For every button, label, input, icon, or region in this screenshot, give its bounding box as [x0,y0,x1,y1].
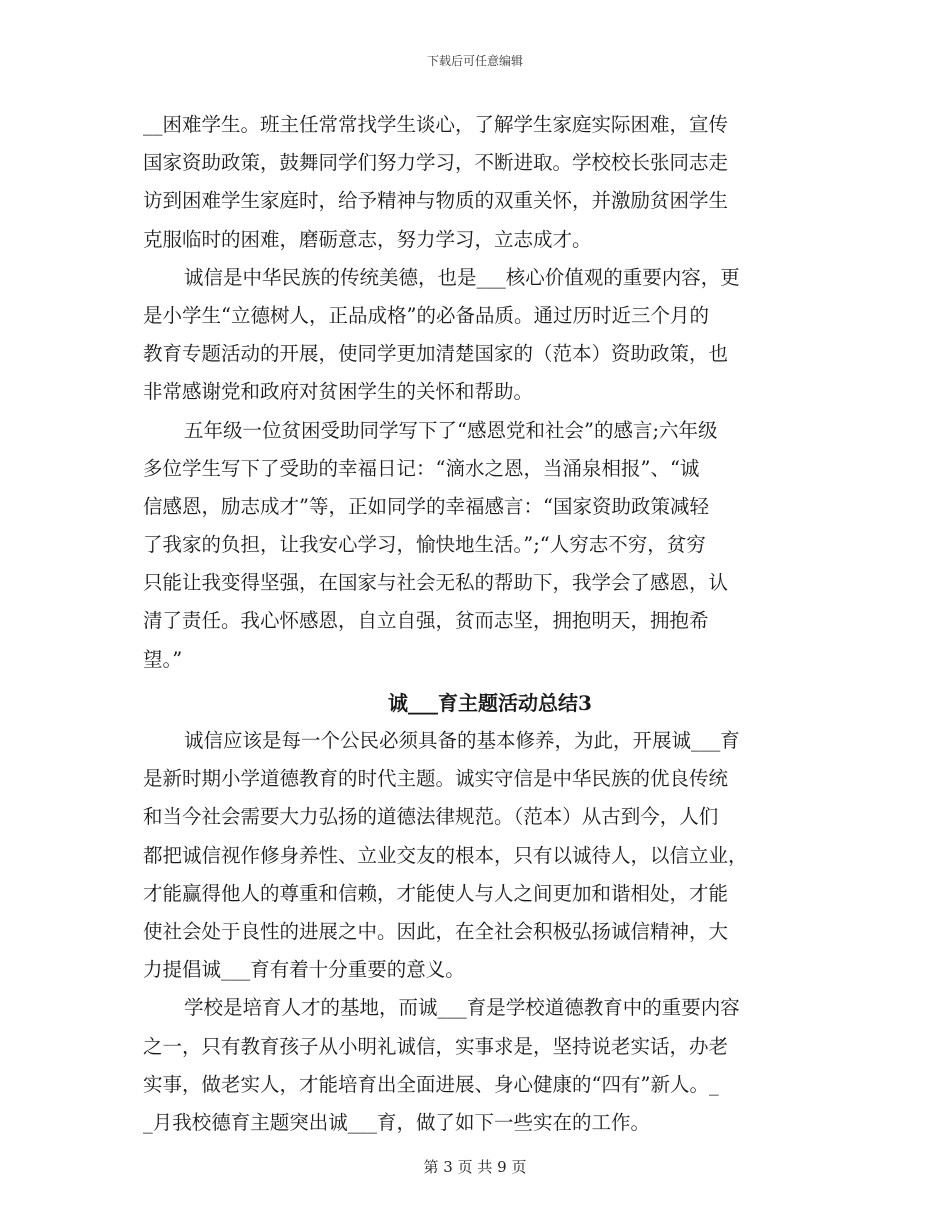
paragraph-3 [143,412,807,679]
text-line: 多位学生写下了受助的幸福日记：“滴水之恩，当涌泉相报”、“诚 [143,456,700,480]
paragraph-1 [143,106,807,259]
text-line: 是小学生“立德树人，正品成格”的必备品质。通过历时近三个月的 [143,303,709,327]
text-line: 国家资助政策，鼓舞同学们努力学习，不断进取。学校校长张同志走 [143,151,729,175]
paragraph-5 [143,989,807,1142]
section-title: 诚___育主题活动总结3 [388,690,592,715]
text-line: 实事，做老实人，才能培育出全面进展、身心健康的“四有”新人。_ [143,1072,719,1096]
text-line: 清了责任。我心怀感恩，自立自强，贫而志坚，拥抱明天，拥抱希 [143,609,709,633]
paragraph-4 [143,722,807,989]
text-line: 力提倡诚___育有着十分重要的意义。 [143,958,465,982]
text-line: 教育专题活动的开展，使同学更加清楚国家的（范本）资助政策，也 [143,342,729,366]
page-footer: 第 3 页 共 9 页 [423,1158,527,1176]
text-line: 了我家的负担，让我安心学习，愉快地生活。”;“人穷志不穷，贫穷 [143,533,706,557]
text-line: 和当今社会需要大力弘扬的道德法律规范。（范本）从古到今，人们 [143,805,719,829]
text-line: 非常感谢党和政府对贫困学生的关怀和帮助。 [143,380,534,404]
text-line: 诚信应该是每一个公民必须具备的基本修养，为此，开展诚___育 [184,729,740,752]
text-line: 才能赢得他人的尊重和信赖，才能使人与人之间更加和谐相处，才能 [143,881,729,905]
text-line: 是新时期小学道德教育的时代主题。诚实守信是中华民族的优良传统 [143,767,729,791]
text-line: 信感恩，励志成才”等，正如同学的幸福感言：“国家资助政策减轻 [143,494,709,518]
text-line: 只能让我变得坚强，在国家与社会无私的帮助下，我学会了感恩，认 [143,571,729,595]
text-line: 都把诚信视作修身养性、立业交友的根本，只有以诚待人，以信立业， [143,843,748,867]
text-line: 克服临时的困难，磨砺意志，努力学习，立志成才。 [143,227,592,251]
text-line: 使社会处于良性的进展之中。因此，在全社会积极弘扬诚信精神，大 [143,919,729,943]
text-line: 之一，只有教育孩子从小明礼诚信，实事求是，坚持说老实话，办老 [143,1034,729,1058]
paragraph-2 [143,259,807,412]
text-line: 访到困难学生家庭时，给予精神与物质的双重关怀，并激励贫困学生 [143,189,729,213]
page-header: 下载后可任意编辑 [426,54,523,68]
text-line: 望。” [143,647,183,671]
document-body [143,106,807,1142]
text-line: __困难学生。班主任常常找学生谈心，了解学生家庭实际困难，宣传 [143,113,729,136]
text-line: 诚信是中华民族的传统美德，也是___核心价值观的重要内容，更 [184,265,740,289]
text-line: 五年级一位贫困受助同学写下了“感恩党和社会”的感言;六年级 [184,418,718,442]
text-line: _月我校德育主题突出诚___育，做了如下一些实在的工作。 [143,1110,651,1134]
text-line: 学校是培育人才的基地，而诚___育是学校道德教育中的重要内容 [184,996,740,1020]
